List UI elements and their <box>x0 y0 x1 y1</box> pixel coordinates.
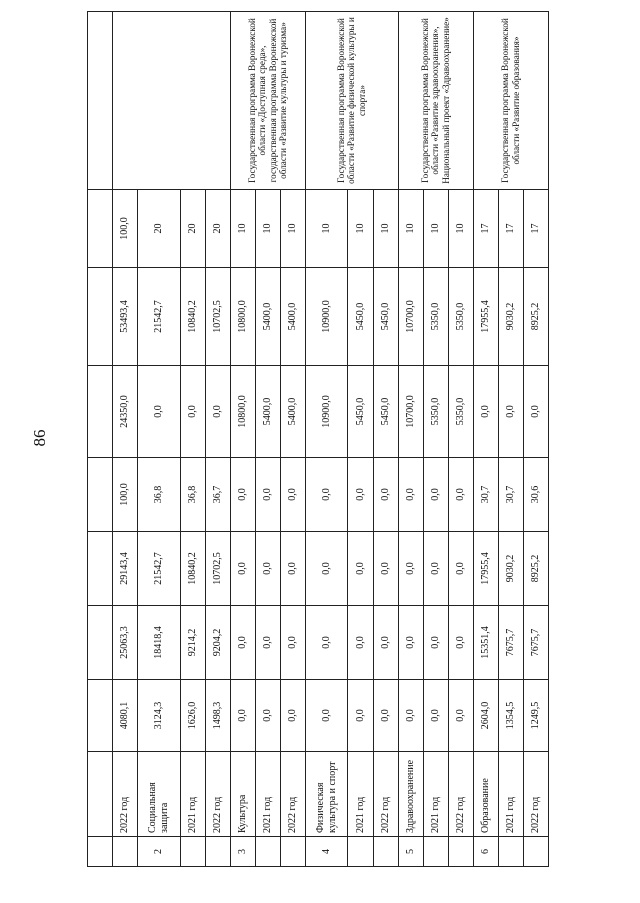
value-cell: 0,0 <box>398 680 423 752</box>
value-cell: 0,0 <box>373 680 398 752</box>
header-cell <box>88 532 113 606</box>
table-row <box>113 12 138 867</box>
value-cell: 1498,3 <box>205 680 230 752</box>
value-cell: 10 <box>423 190 448 268</box>
row-label: Образование <box>473 752 498 837</box>
value-cell: 0,0 <box>348 532 373 606</box>
value-cell: 0,0 <box>448 532 473 606</box>
value-cell: 0,0 <box>180 366 205 458</box>
value-cell: 5350,0 <box>423 366 448 458</box>
header-cell <box>88 458 113 532</box>
value-cell: 0,0 <box>373 458 398 532</box>
value-cell: 0,0 <box>205 366 230 458</box>
value-cell: 29143,4 <box>113 532 138 606</box>
value-cell: 0,0 <box>255 680 280 752</box>
value-cell: 8925,2 <box>523 268 548 366</box>
table-wrapper <box>87 12 549 867</box>
row-label: 2021 год <box>423 752 448 837</box>
value-cell: 10700,0 <box>398 268 423 366</box>
value-cell: 3124,3 <box>138 680 181 752</box>
row-label: Физическая культура и спорт <box>305 752 348 837</box>
header-cell <box>88 680 113 752</box>
value-cell: 30,6 <box>523 458 548 532</box>
row-label: 2021 год <box>180 752 205 837</box>
value-cell: 36,8 <box>138 458 181 532</box>
value-cell: 2604,0 <box>473 680 498 752</box>
value-cell: 10 <box>348 190 373 268</box>
value-cell: 10 <box>255 190 280 268</box>
value-cell: 10840,2 <box>180 268 205 366</box>
value-cell: 0,0 <box>305 680 348 752</box>
header-cell <box>88 837 113 867</box>
row-index <box>423 837 448 867</box>
value-cell: 5450,0 <box>348 268 373 366</box>
page-number: 86 <box>30 429 49 447</box>
value-cell: 0,0 <box>498 366 523 458</box>
row-index: 4 <box>305 837 348 867</box>
row-index <box>113 837 138 867</box>
table-rotated <box>87 12 549 867</box>
value-cell: 0,0 <box>348 606 373 680</box>
row-label: 2022 год <box>373 752 398 837</box>
value-cell: 20 <box>205 190 230 268</box>
value-cell: 30,7 <box>473 458 498 532</box>
value-cell: 5400,0 <box>280 268 305 366</box>
value-cell: 5350,0 <box>423 268 448 366</box>
value-cell: 0,0 <box>523 366 548 458</box>
value-cell: 0,0 <box>473 366 498 458</box>
value-cell: 18418,4 <box>138 606 181 680</box>
value-cell: 1354,5 <box>498 680 523 752</box>
value-cell: 0,0 <box>348 458 373 532</box>
value-cell: 8925,2 <box>523 532 548 606</box>
value-cell: 1626,0 <box>180 680 205 752</box>
value-cell: 36,8 <box>180 458 205 532</box>
value-cell: 0,0 <box>423 458 448 532</box>
value-cell: 0,0 <box>255 458 280 532</box>
value-cell: 9204,2 <box>205 606 230 680</box>
value-cell: 0,0 <box>230 680 255 752</box>
row-label: Здравоохранение <box>398 752 423 837</box>
header-cell <box>88 366 113 458</box>
header-cell <box>88 268 113 366</box>
value-cell: 0,0 <box>280 606 305 680</box>
row-index <box>255 837 280 867</box>
value-cell: 0,0 <box>373 532 398 606</box>
value-cell: 0,0 <box>448 458 473 532</box>
budget-table <box>87 11 549 867</box>
value-cell: 5450,0 <box>348 366 373 458</box>
row-index <box>373 837 398 867</box>
row-index <box>280 837 305 867</box>
program-cell <box>113 12 231 190</box>
row-index: 6 <box>473 837 498 867</box>
value-cell: 7675,7 <box>523 606 548 680</box>
value-cell: 0,0 <box>373 606 398 680</box>
value-cell: 17 <box>473 190 498 268</box>
value-cell: 0,0 <box>398 532 423 606</box>
value-cell: 0,0 <box>305 606 348 680</box>
value-cell: 10700,0 <box>398 366 423 458</box>
row-label: 2022 год <box>448 752 473 837</box>
value-cell: 17955,4 <box>473 268 498 366</box>
value-cell: 10800,0 <box>230 366 255 458</box>
row-label: 2022 год <box>280 752 305 837</box>
row-label: Культура <box>230 752 255 837</box>
program-cell-sport: Государственная программа Воронежской области «Развитие физической культуры и спорта» <box>305 12 398 190</box>
value-cell: 0,0 <box>138 366 181 458</box>
value-cell: 0,0 <box>230 458 255 532</box>
row-index <box>523 837 548 867</box>
row-index <box>498 837 523 867</box>
value-cell: 36,7 <box>205 458 230 532</box>
value-cell: 5450,0 <box>373 268 398 366</box>
value-cell: 5350,0 <box>448 366 473 458</box>
value-cell: 10 <box>448 190 473 268</box>
row-index: 2 <box>138 837 181 867</box>
row-label: 2021 год <box>348 752 373 837</box>
header-cell <box>88 190 113 268</box>
value-cell: 10 <box>280 190 305 268</box>
row-index <box>180 837 205 867</box>
program-cell-education: Государственная программа Воронежской области «Развитие образования» <box>473 12 548 190</box>
value-cell: 5400,0 <box>280 366 305 458</box>
value-cell: 17955,4 <box>473 532 498 606</box>
value-cell: 10 <box>373 190 398 268</box>
value-cell: 4080,1 <box>113 680 138 752</box>
value-cell: 21542,7 <box>138 532 181 606</box>
row-label: Социальная защита <box>138 752 181 837</box>
row-index <box>205 837 230 867</box>
row-index: 5 <box>398 837 423 867</box>
program-cell-culture: Государственная программа Воронежской области «Доступная среда», государственная программа Воронежской области «Развитие культуры и туризма» <box>230 12 305 190</box>
value-cell: 20 <box>138 190 181 268</box>
value-cell: 0,0 <box>448 680 473 752</box>
row-label: 2022 год <box>205 752 230 837</box>
value-cell: 0,0 <box>348 680 373 752</box>
table-row <box>473 12 498 867</box>
value-cell: 0,0 <box>230 606 255 680</box>
value-cell: 9214,2 <box>180 606 205 680</box>
value-cell: 10900,0 <box>305 366 348 458</box>
row-index <box>348 837 373 867</box>
value-cell: 1249,5 <box>523 680 548 752</box>
value-cell: 100,0 <box>113 458 138 532</box>
value-cell: 0,0 <box>423 532 448 606</box>
value-cell: 20 <box>180 190 205 268</box>
value-cell: 10840,2 <box>180 532 205 606</box>
value-cell: 7675,7 <box>498 606 523 680</box>
value-cell: 10702,5 <box>205 532 230 606</box>
value-cell: 0,0 <box>448 606 473 680</box>
value-cell: 10 <box>398 190 423 268</box>
value-cell: 10702,5 <box>205 268 230 366</box>
value-cell: 25063,3 <box>113 606 138 680</box>
row-index: 3 <box>230 837 255 867</box>
table-row <box>230 12 255 867</box>
value-cell: 0,0 <box>305 458 348 532</box>
value-cell: 5350,0 <box>448 268 473 366</box>
value-cell: 0,0 <box>305 532 348 606</box>
value-cell: 0,0 <box>280 680 305 752</box>
value-cell: 0,0 <box>423 606 448 680</box>
value-cell: 5450,0 <box>373 366 398 458</box>
header-cell <box>88 12 113 190</box>
value-cell: 9030,2 <box>498 532 523 606</box>
value-cell: 0,0 <box>230 532 255 606</box>
value-cell: 100,0 <box>113 190 138 268</box>
row-index <box>448 837 473 867</box>
header-row <box>88 12 113 867</box>
value-cell: 0,0 <box>423 680 448 752</box>
header-cell <box>88 752 113 837</box>
header-cell <box>88 606 113 680</box>
row-label: 2021 год <box>255 752 280 837</box>
value-cell: 15351,4 <box>473 606 498 680</box>
value-cell: 17 <box>498 190 523 268</box>
value-cell: 17 <box>523 190 548 268</box>
value-cell: 0,0 <box>255 606 280 680</box>
row-label: 2022 год <box>113 752 138 837</box>
value-cell: 10900,0 <box>305 268 348 366</box>
value-cell: 0,0 <box>280 532 305 606</box>
value-cell: 0,0 <box>255 532 280 606</box>
value-cell: 0,0 <box>398 606 423 680</box>
value-cell: 21542,7 <box>138 268 181 366</box>
value-cell: 24350,0 <box>113 366 138 458</box>
value-cell: 9030,2 <box>498 268 523 366</box>
value-cell: 5400,0 <box>255 366 280 458</box>
program-cell-health: Государственная программа Воронежской области «Развитие здравоохранения», Национальный проект «Здравоохранение» <box>398 12 473 190</box>
value-cell: 0,0 <box>280 458 305 532</box>
value-cell: 10800,0 <box>230 268 255 366</box>
table-row <box>398 12 423 867</box>
value-cell: 5400,0 <box>255 268 280 366</box>
row-label: 2021 год <box>498 752 523 837</box>
value-cell: 10 <box>305 190 348 268</box>
value-cell: 30,7 <box>498 458 523 532</box>
table-row <box>305 12 348 867</box>
value-cell: 10 <box>230 190 255 268</box>
value-cell: 0,0 <box>398 458 423 532</box>
value-cell: 53493,4 <box>113 268 138 366</box>
row-label: 2022 год <box>523 752 548 837</box>
